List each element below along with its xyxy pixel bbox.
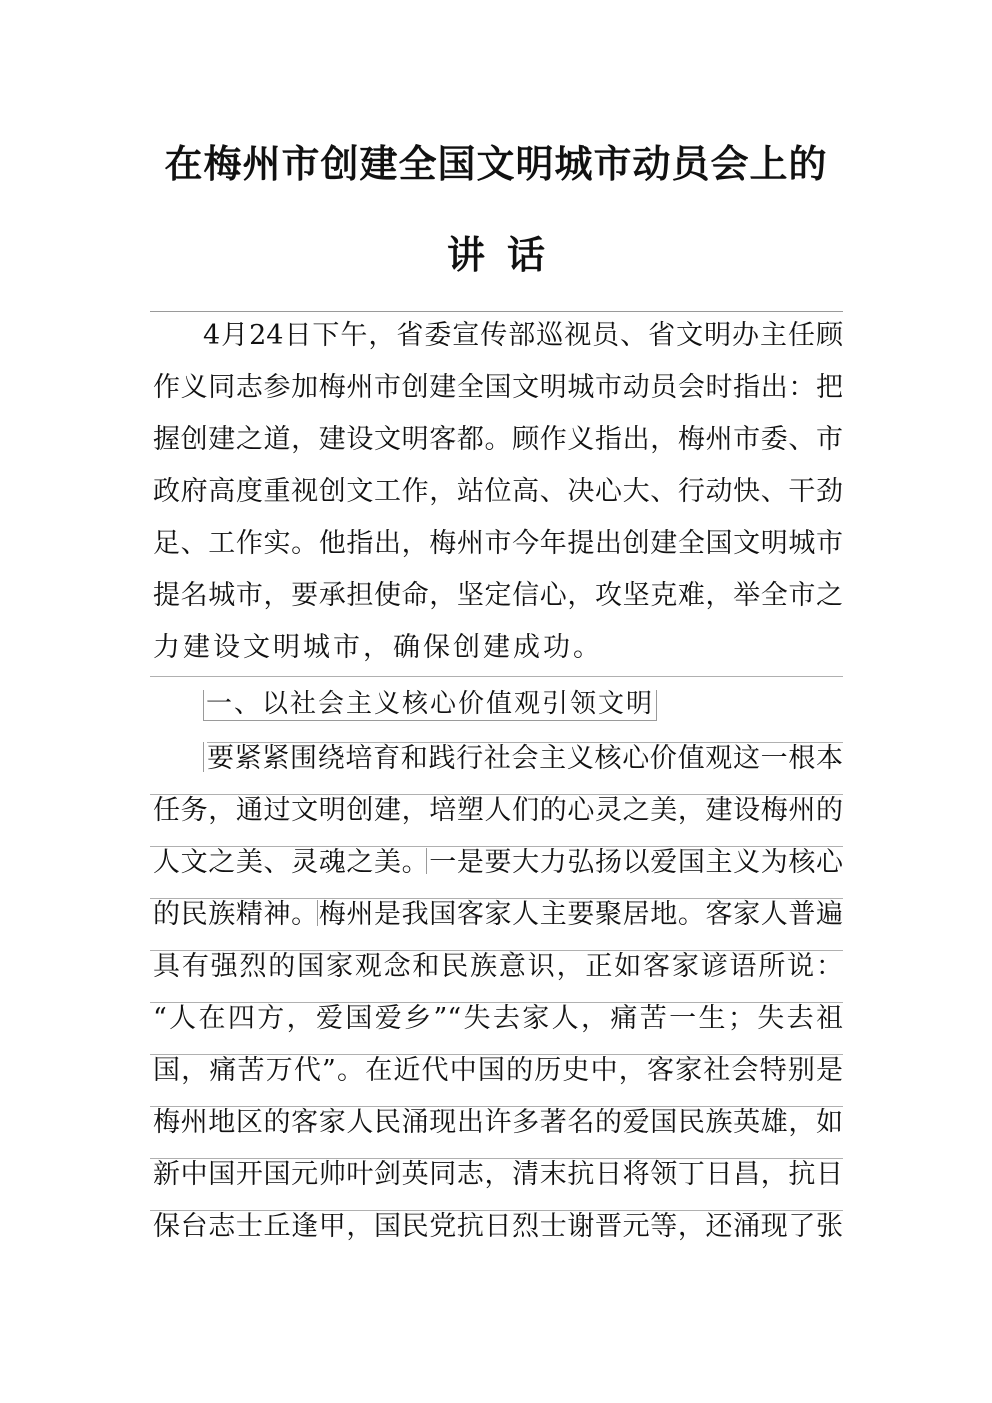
line-rule xyxy=(150,846,843,847)
text-cursor-mark xyxy=(203,742,204,772)
line-rule xyxy=(150,794,843,795)
section-heading: 一、以社会主义核心价值观引领文明 xyxy=(206,689,655,719)
text-cursor-mark xyxy=(426,848,427,874)
paragraph-2-line-6: “人在四方，爱国爱乡”“失去家人，痛苦一生；失去祖 xyxy=(153,1003,843,1034)
line-rule xyxy=(150,1210,843,1211)
paragraph-1-line-1: 4月24日下午，省委宣传部巡视员、省文明办主任顾 xyxy=(203,320,843,351)
line-rule xyxy=(150,1054,843,1055)
paragraph-1-line-3: 握创建之道，建设文明客都。顾作义指出，梅州市委、市 xyxy=(153,424,843,455)
paragraph-2-line-9: 新中国开国元帅叶剑英同志，清末抗日将领丁日昌，抗日 xyxy=(153,1159,843,1190)
paragraph-2-line-1: 要紧紧围绕培育和践行社会主义核心价值观这一根本 xyxy=(207,743,843,774)
line-rule xyxy=(150,1002,843,1003)
line-rule xyxy=(150,1106,843,1107)
text-cursor-mark xyxy=(317,900,318,926)
paragraph-2-line-7: 国，痛苦万代”。在近代中国的历史中，客家社会特别是 xyxy=(153,1055,843,1086)
paragraph-2-line-8: 梅州地区的客家人民涌现出许多著名的爱国民族英雄，如 xyxy=(153,1107,843,1138)
paragraph-1-line-5: 足、工作实。他指出，梅州市今年提出创建全国文明城市 xyxy=(153,528,843,559)
document-title-line-2: 讲话 xyxy=(446,233,567,277)
paragraph-divider xyxy=(150,676,843,677)
paragraph-2-line-5: 具有强烈的国家观念和民族意识，正如客家谚语所说： xyxy=(153,951,843,982)
line-rule xyxy=(150,1158,843,1159)
paragraph-1-line-7: 力建设文明城市，确保创建成功。 xyxy=(153,632,603,663)
paragraph-2-line-4: 的民族精神。梅州是我国客家人主要聚居地。客家人普遍 xyxy=(153,899,843,930)
paragraph-1-line-2: 作义同志参加梅州市创建全国文明城市动员会时指出：把 xyxy=(153,372,843,403)
paragraph-2-line-10: 保台志士丘逢甲，国民党抗日烈士谢晋元等，还涌现了张 xyxy=(153,1211,843,1242)
line-rule xyxy=(150,898,843,899)
paragraph-1-line-6: 提名城市，要承担使命，坚定信心，攻坚克难，举全市之 xyxy=(153,580,843,611)
paragraph-1-line-4: 政府高度重视创文工作，站位高、决心大、行动快、干劲 xyxy=(153,476,843,507)
paragraph-2-line-2: 任务，通过文明创建，培塑人们的心灵之美，建设梅州的 xyxy=(153,795,843,826)
line-rule xyxy=(207,742,843,743)
paragraph-2-line-3: 人文之美、灵魂之美。一是要大力弘扬以爱国主义为核心 xyxy=(153,847,843,878)
document-title-line-1: 在梅州市创建全国文明城市动员会上的 xyxy=(164,142,828,186)
line-rule xyxy=(150,950,843,951)
